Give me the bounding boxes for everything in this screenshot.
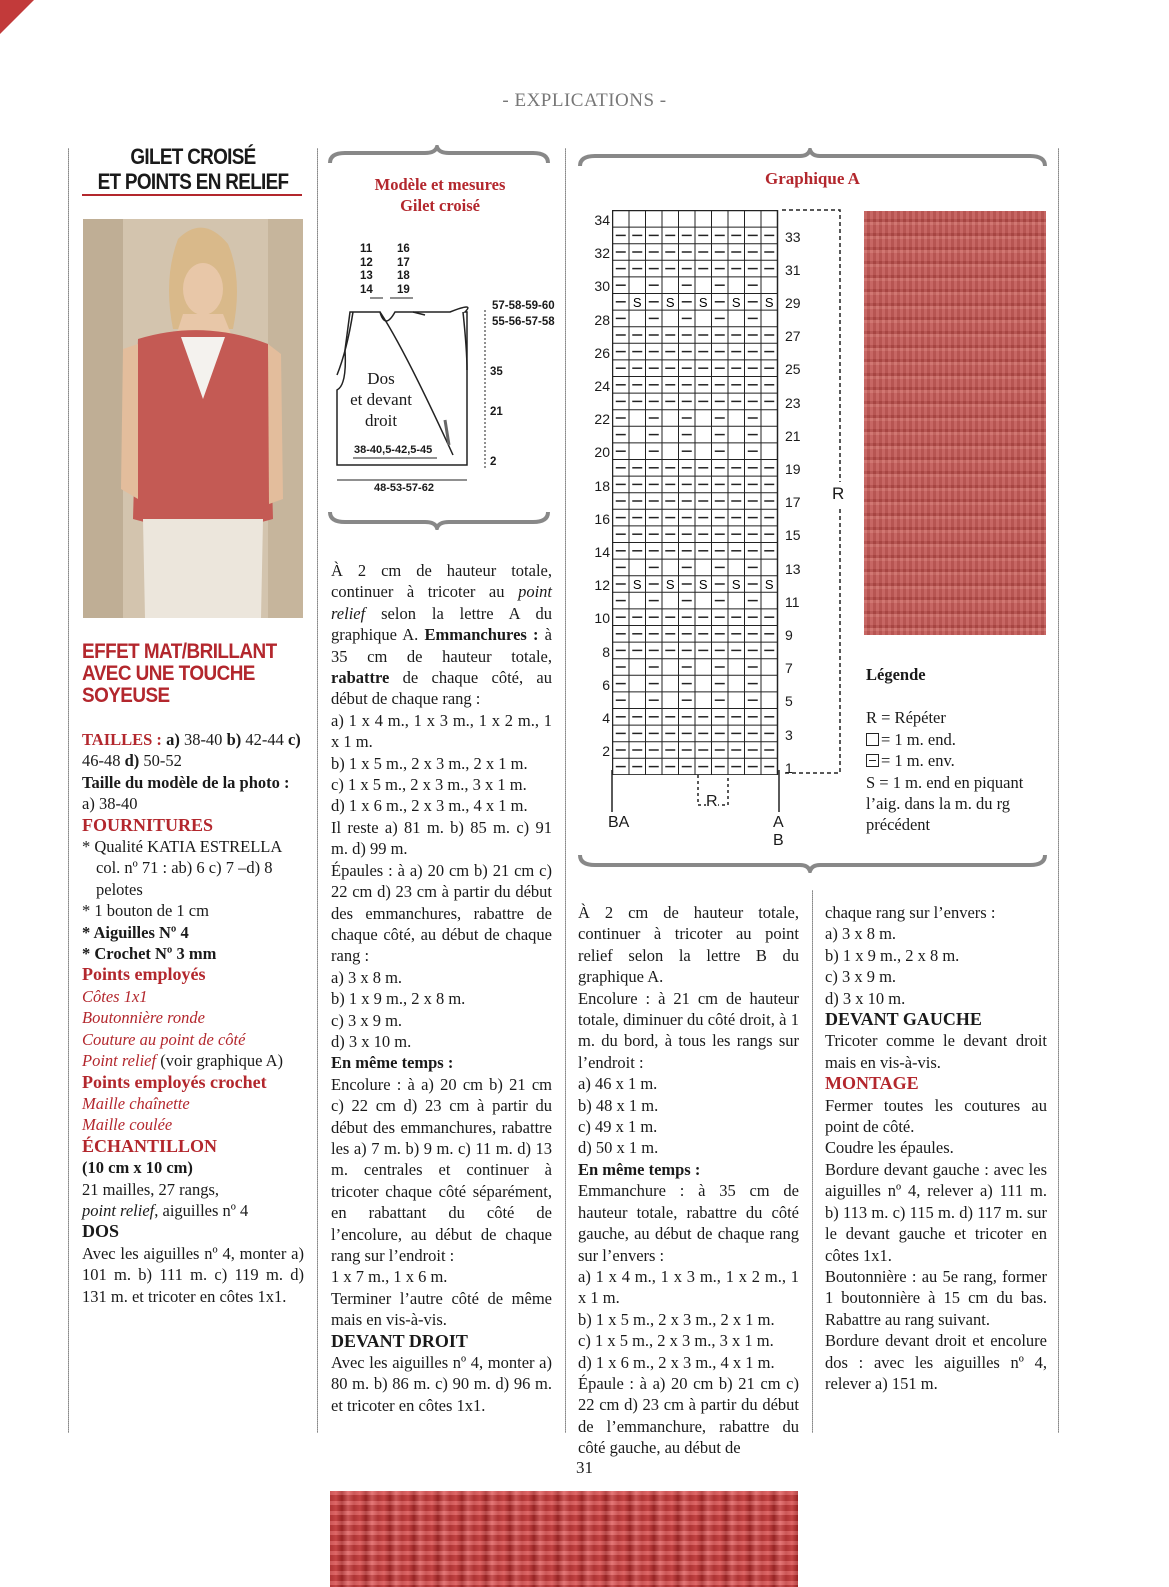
stitch-item: Côtes 1x1 — [82, 986, 148, 1006]
photo-size-label: Taille du modèle de la photo : — [82, 772, 290, 792]
height-21: 21 — [490, 406, 503, 418]
model-photo — [83, 219, 303, 618]
row-label: 26 — [594, 344, 610, 361]
stitches-heading: Points employés — [82, 964, 206, 985]
col3-epaule: Épaule : à a) 20 cm b) 21 cm c) 22 cm d) 23 cm à partir du début de l’emmanchure, rabattre du côté gauche, au début de — [578, 1373, 799, 1458]
row-label: 21 — [785, 427, 801, 444]
supply-item: * Crochet Nº 3 mm — [82, 944, 217, 964]
column-divider — [317, 148, 318, 1433]
col2-encolure: Encolure : à a) 20 cm b) 21 cm c) 22 cm d) 23 cm à partir du début des emmanchures, rabattre les a) 7 m. b) 9 m. c) 11 m. d) 13 m. centrales et continuer à tricoter chaque côté séparément, en rabattant du côté de l’encolure, au début de chaque rang sur l’endroit : — [331, 1074, 552, 1265]
col3-intro: À 2 cm de hauteur totale, continuer à tricoter au point relief selon la lettre B du graphique A. — [578, 903, 799, 987]
stitch-item: Couture au point de côté — [82, 1029, 246, 1049]
row-label: 12 — [594, 577, 610, 594]
neck-measures-left: 11 12 13 14 — [360, 243, 373, 296]
col3-enc-line: a) 46 x 1 m. — [578, 1074, 658, 1094]
col2-line: b) 1 x 5 m., 2 x 3 m., 2 x 1 m. — [331, 753, 528, 773]
column-divider — [68, 148, 69, 1433]
col2-terminer: Terminer l’autre côté de même mais en vis-à-vis. — [331, 1288, 552, 1330]
row-label: 15 — [785, 527, 801, 544]
right-front-text: Avec les aiguilles nº 4, monter a) 80 m. b) 86 m. c) 90 m. d) 96 m. et tricoter en côtes 1x1. — [331, 1353, 552, 1415]
height-2: 2 — [490, 456, 497, 468]
subtitle: EFFET MAT/BRILLANT AVEC UNE TOUCHE SOYEUSE — [82, 640, 277, 707]
row-label: 24 — [594, 378, 610, 394]
legend-r: R = Répéter — [866, 708, 946, 728]
col4-intro: chaque rang sur l’envers : — [825, 903, 996, 922]
gauge-size: (10 cm x 10 cm) — [82, 1158, 193, 1178]
swatch-photo — [864, 211, 1046, 635]
row-label: 18 — [594, 477, 610, 494]
back-heading: DOS — [82, 1221, 120, 1242]
s-stitch-mark: S — [764, 577, 774, 592]
s-stitch-mark: S — [698, 294, 708, 310]
column-divider — [565, 148, 566, 1433]
knitting-chart — [612, 210, 782, 775]
title-underline — [82, 194, 302, 196]
col4-line: a) 3 x 8 m. — [825, 924, 897, 944]
corner-decoration — [0, 0, 34, 34]
shoulder-measures: 57-58-59-60 55-56-57-58 — [492, 300, 555, 328]
row-label: 22 — [594, 411, 610, 428]
row-label: 14 — [594, 544, 610, 560]
s-stitch-mark: S — [665, 577, 675, 592]
s-stitch-mark: S — [731, 294, 741, 310]
row-label: 23 — [785, 394, 801, 411]
bottom-ab: A B — [773, 814, 784, 849]
col2-enc-line: 1 x 7 m., 1 x 6 m. — [331, 1267, 448, 1287]
col2-ep-line: b) 1 x 9 m., 2 x 8 m. — [331, 989, 466, 1009]
s-stitch-mark: S — [698, 577, 708, 592]
row-label: 9 — [785, 627, 793, 643]
row-label: 7 — [785, 660, 793, 677]
col2-line: Il reste a) 81 m. b) 85 m. c) 91 m. d) 99 m. — [331, 817, 552, 859]
chart-bottom-markers — [600, 770, 790, 820]
bottom-r: R — [706, 793, 718, 810]
col2-epaules: Épaules : à a) 20 cm b) 21 cm c) 22 cm d) 23 cm à partir du début des emmanchures, rabattre de chaque côté, au début de chaque rang : — [331, 860, 552, 966]
stitch-item: Boutonnière ronde — [82, 1008, 205, 1028]
row-label: 8 — [602, 643, 610, 660]
dash-square-icon — [866, 754, 879, 767]
col3-emm-line: a) 1 x 4 m., 1 x 3 m., 1 x 2 m., 1 x 1 m. — [578, 1266, 799, 1308]
col3-emm: Emmanchure : à 35 cm de hauteur totale, rabattre du côté gauche, au début de chaque rang sur l’envers : — [578, 1181, 799, 1265]
back-text: Avec les aiguilles nº 4, monter a) 101 m. b) 111 m. c) 119 m. d) 131 m. et tricoter en côtes 1x1. — [82, 1243, 304, 1306]
row-label: 19 — [785, 461, 801, 477]
col2-intro: À 2 cm de hauteur totale, continuer à tricoter au point relief selon la lettre A du graphique A. Emmanchures : à 35 cm de hauteur totale, rabattre de chaque côté, au début de chaque rang : — [331, 561, 552, 709]
row-label: 3 — [785, 726, 793, 743]
assembly-p5: Bordure devant droit et encolure dos : avec les aiguilles nº 4, relever a) 151 m. — [825, 1331, 1047, 1393]
col3-emm-line: c) 1 x 5 m., 2 x 3 m., 3 x 1 m. — [578, 1331, 774, 1351]
col3-enc-line: c) 49 x 1 m. — [578, 1117, 658, 1137]
col3-meme: En même temps : — [578, 1159, 701, 1179]
schema-title: Modèle et mesures Gilet croisé — [374, 175, 506, 215]
sizes: TAILLES : a) 38-40 b) 42-44 c) 46-48 d) 50-52 — [82, 730, 301, 771]
yarn-texture-strip — [330, 1491, 798, 1587]
col3-emm-line: d) 1 x 6 m., 2 x 3 m., 4 x 1 m. — [578, 1352, 775, 1372]
assembly-p3: Bordure devant gauche : avec les aiguilles nº 4, relever a) 111 m. b) 113 m. c) 115 m. d) 117 m. sur le devant gauche et tricoter en côtes 1x1. — [825, 1159, 1047, 1265]
col2-line: d) 1 x 6 m., 2 x 3 m., 4 x 1 m. — [331, 796, 528, 816]
col2-ep-line: a) 3 x 8 m. — [331, 967, 403, 987]
legend-end: = 1 m. end. — [866, 729, 1051, 750]
column-4 — [825, 902, 1047, 1394]
legend-env: = 1 m. env. — [866, 750, 1051, 771]
col2-ep-line: c) 3 x 9 m. — [331, 1010, 403, 1030]
inner-width: 38-40,5-42,5-45 — [354, 444, 433, 456]
row-label: 5 — [785, 693, 793, 710]
photo-size-value: a) 38-40 — [82, 794, 138, 814]
assembly-p2: Coudre les épaules. — [825, 1138, 954, 1158]
column-1 — [82, 641, 304, 1307]
s-stitch-mark: S — [731, 577, 741, 592]
row-label: 25 — [785, 361, 801, 378]
col4-line: b) 1 x 9 m., 2 x 8 m. — [825, 945, 960, 965]
piece-label: Dos et devant droit — [350, 369, 412, 430]
s-stitch-mark: S — [632, 294, 642, 310]
supply-item: * Aiguilles Nº 4 — [82, 922, 189, 942]
neck-measures-right: 16 17 18 19 — [397, 243, 410, 296]
supply-item: * Qualité KATIA ESTRELLA col. nº 71 : ab) 6 c) 7 –d) 8 pelotes — [82, 837, 282, 899]
row-label: 20 — [594, 444, 610, 461]
left-front-text: Tricoter comme le devant droit mais en vis-à-vis. — [825, 1031, 1047, 1072]
row-label: 17 — [785, 494, 801, 511]
running-header: - EXPLICATIONS - — [502, 90, 667, 111]
row-label: 29 — [785, 295, 801, 311]
right-front-heading: DEVANT DROIT — [331, 1330, 468, 1351]
col2-meme: En même temps : — [331, 1053, 454, 1073]
legend — [866, 664, 1051, 836]
gauge-line: 21 mailles, 27 rangs, — [82, 1179, 220, 1199]
crochet-stitches-heading: Points employés crochet — [82, 1071, 267, 1092]
col2-line: a) 1 x 4 m., 1 x 3 m., 1 x 2 m., 1 x 1 m. — [331, 710, 552, 752]
assembly-heading: MONTAGE — [825, 1073, 919, 1094]
col3-encolure: Encolure : à 21 cm de hauteur totale, diminuer du côté droit, à 1 m. du bord, à tous les rangs sur l’endroit : — [578, 988, 799, 1072]
row-label: 1 — [785, 759, 793, 776]
height-35: 35 — [490, 366, 503, 378]
row-label: 32 — [594, 245, 610, 262]
crochet-stitch-item: Maille coulée — [82, 1115, 173, 1135]
s-stitch-mark: S — [764, 294, 774, 310]
row-label: 28 — [594, 311, 610, 328]
col2-ep-line: d) 3 x 10 m. — [331, 1031, 412, 1051]
row-label: 34 — [594, 212, 610, 228]
legend-title: Légende — [866, 665, 926, 684]
row-label: 16 — [594, 510, 610, 527]
row-label: 33 — [785, 228, 801, 245]
row-label: 2 — [602, 743, 610, 760]
row-label: 27 — [785, 328, 801, 345]
page-number: 31 — [576, 1458, 593, 1477]
row-label: 6 — [602, 676, 610, 693]
stitch-item: Point relief (voir graphique A) — [82, 1051, 284, 1071]
row-label: 31 — [785, 261, 801, 278]
column-divider — [812, 890, 813, 1433]
assembly-p4: Boutonnière : au 5e rang, former 1 boutonnière à 15 cm du bas. Rabattre au rang suivant. — [825, 1266, 1047, 1329]
chart-title: Graphique A — [765, 169, 860, 188]
crochet-stitch-item: Maille chaînette — [82, 1093, 190, 1113]
outer-width: 48-53-57-62 — [374, 482, 434, 494]
col4-line: c) 3 x 9 m. — [825, 967, 897, 987]
s-stitch-mark: S — [632, 577, 642, 592]
legend-s: S = 1 m. end en piquant l’aig. dans la m. du rg précédent — [866, 772, 1024, 835]
row-label: 30 — [594, 278, 610, 295]
col4-line: d) 3 x 10 m. — [825, 988, 906, 1008]
col3-enc-line: d) 50 x 1 m. — [578, 1138, 659, 1158]
gauge-line: point relief, aiguilles nº 4 — [82, 1200, 249, 1220]
supplies-heading: FOURNITURES — [82, 814, 214, 835]
gauge-heading: ÉCHANTILLON — [82, 1135, 218, 1156]
s-stitch-mark: S — [665, 294, 675, 310]
col3-enc-line: b) 48 x 1 m. — [578, 1095, 659, 1115]
repeat-label: R — [832, 482, 844, 506]
row-label: 11 — [785, 593, 800, 610]
empty-square-icon — [866, 733, 879, 746]
row-label: 4 — [602, 710, 610, 726]
bottom-ba: BA — [608, 814, 630, 831]
assembly-p1: Fermer toutes les coutures au point de côté. — [825, 1095, 1047, 1137]
column-3 — [578, 902, 799, 1459]
col2-line: c) 1 x 5 m., 2 x 3 m., 3 x 1 m. — [331, 775, 527, 795]
article-title: GILET CROISÉ ET POINTS EN RELIEF — [97, 144, 289, 194]
supply-item: * 1 bouton de 1 cm — [82, 901, 209, 921]
row-label: 13 — [785, 560, 801, 577]
column-2 — [331, 560, 552, 1416]
left-front-heading: DEVANT GAUCHE — [825, 1009, 982, 1030]
column-divider — [1058, 148, 1059, 1433]
row-label: 10 — [594, 610, 610, 627]
col3-emm-line: b) 1 x 5 m., 2 x 3 m., 2 x 1 m. — [578, 1309, 775, 1329]
